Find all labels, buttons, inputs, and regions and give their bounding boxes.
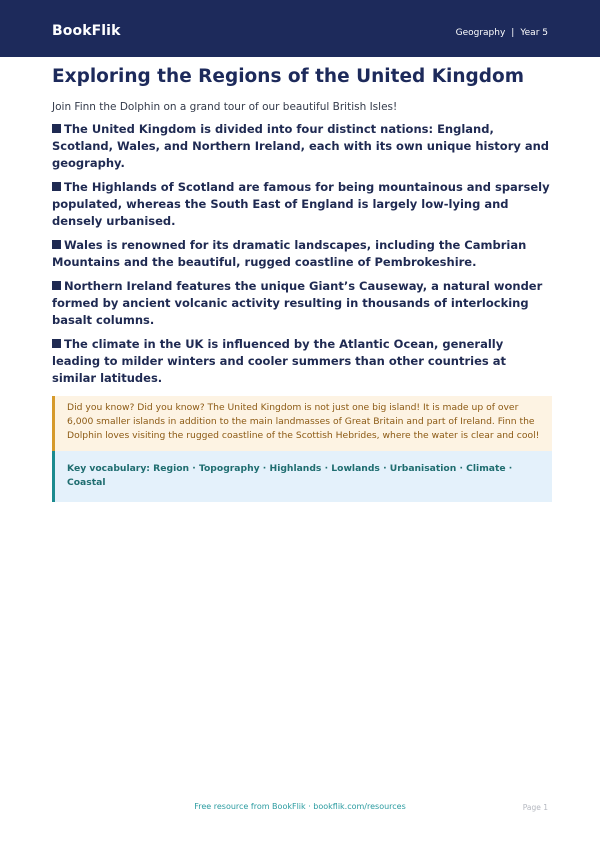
key-vocabulary-box: [52, 451, 552, 502]
square-bullet-icon: [52, 182, 61, 191]
brand-logo-text[interactable]: BookFlik: [52, 23, 121, 39]
fact-text: The climate in the UK is influenced by the Atlantic Ocean, generally leading to milder winters and cooler summers than other countries at similar latitudes.: [52, 337, 506, 385]
subject-label: Geography: [455, 28, 506, 38]
meta-separator: |: [511, 28, 515, 38]
footer-resource-link[interactable]: Free resource from BookFlik · bookflik.com/resources: [194, 802, 406, 811]
square-bullet-icon: [52, 240, 61, 249]
square-bullet-icon: [52, 281, 61, 290]
facts-list: [52, 121, 552, 387]
fact-item: [52, 121, 552, 172]
key-vocabulary-text: Key vocabulary: Region · Topography · Highlands · Lowlands · Urbanisation · Climate · Coastal: [67, 463, 513, 488]
fact-item: [52, 179, 552, 230]
fact-item: [52, 278, 552, 329]
page-title: Exploring the Regions of the United Kingdom: [52, 66, 525, 87]
did-you-know-callout: [52, 396, 552, 451]
fact-item: [52, 336, 552, 387]
fact-text: The Highlands of Scotland are famous for being mountainous and sparsely populated, whereas the South East of England is largely low-lying and densely urbanised.: [52, 180, 550, 228]
subject-year-label: [456, 28, 548, 38]
fact-item: [52, 237, 552, 271]
fact-text: Wales is renowned for its dramatic landscapes, including the Cambrian Mountains and the beautiful, rugged coastline of Pembrokeshire.: [52, 238, 527, 269]
worksheet-content: [52, 66, 552, 502]
square-bullet-icon: [52, 124, 61, 133]
fact-text: Northern Ireland features the unique Giant’s Causeway, a natural wonder formed by ancient volcanic activity resulting in thousands of interlocking basalt columns.: [52, 279, 543, 327]
top-header-bar: [0, 0, 600, 57]
intro-text: Join Finn the Dolphin on a grand tour of our beautiful British Isles!: [52, 101, 398, 113]
page-number: Page 1: [522, 803, 548, 812]
did-you-know-text: Did you know? Did you know? The United Kingdom is not just one big island! It is made up of over 6,000 smaller islands in addition to the main landmasses of Great Britain and part of Ireland. Finn the Dolphin loves visiting the rugged coastline of the Scottish Hebrides, where the water is clear and cool!: [67, 402, 540, 441]
year-label: Year 5: [520, 28, 548, 38]
square-bullet-icon: [52, 339, 61, 348]
fact-text: The United Kingdom is divided into four distinct nations: England, Scotland, Wales, and Northern Ireland, each with its own unique history and geography.: [52, 122, 550, 170]
